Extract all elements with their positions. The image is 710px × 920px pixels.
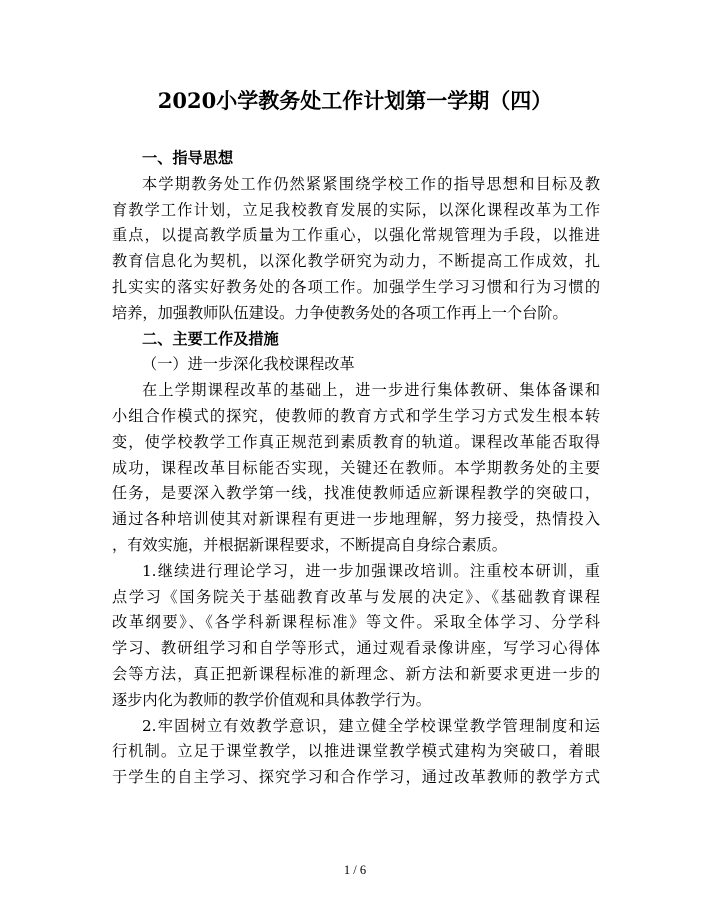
paragraph-line: 1.继续进行理论学习，进一步加强课改培训。注重校本研训，重 — [142, 561, 600, 580]
subsection-heading: （一）进一步深化我校课程改革 — [142, 355, 355, 374]
paragraph-line: 扎实实的落实好教务处的各项工作。加强学生学习习惯和行为习惯的 — [112, 277, 600, 296]
paragraph-line: 重点，以提高教学质量为工作重心，以强化常规管理为手段，以推进 — [112, 226, 600, 245]
paragraph-line: 在上学期课程改革的基础上，进一步进行集体教研、集体备课和 — [142, 381, 600, 400]
paragraph-line: 行机制。立足于课堂教学，以推进课堂教学模式建构为突破口，着眼 — [112, 742, 600, 761]
paragraph-line: 改革纲要》、《各学科新课程标准》等文件。采取全体学习、分学科 — [112, 613, 600, 632]
document-body — [112, 146, 600, 791]
section-heading: 二、主要工作及措施 — [142, 329, 279, 348]
paragraph-line: 小组合作模式的探究，使教师的教育方式和学生学习方式发生根本转 — [112, 406, 600, 425]
paragraph-line: 变，使学校教学工作真正规范到素质教育的轨道。课程改革能否取得 — [112, 432, 600, 451]
paragraph-line: ，有效实施，并根据新课程要求，不断提高自身综合素质。 — [112, 535, 507, 554]
paragraph-line: 任务，是要深入教学第一线，找准使教师适应新课程教学的突破口， — [112, 484, 600, 503]
paragraph-line: 点学习《国务院关于基础教育改革与发展的决定》、《基础教育课程 — [112, 587, 600, 606]
paragraph-line: 通过各种培训使其对新课程有更进一步地理解，努力接受，热情投入 — [112, 510, 600, 529]
paragraph-line: 成功，课程改革目标能否实现，关键还在教师。本学期教务处的主要 — [112, 458, 600, 477]
paragraph-line: 学习、教研组学习和自学等形式，通过观看录像讲座，写学习心得体 — [112, 639, 600, 658]
paragraph-line: 教育信息化为契机，以深化教学研究为动力，不断提高工作成效，扎 — [112, 252, 600, 271]
paragraph-line: 育教学工作计划，立足我校教育发展的实际，以深化课程改革为工作 — [112, 200, 600, 219]
paragraph-line: 会等方法，真正把新课程标准的新理念、新方法和新要求更进一步的 — [112, 664, 600, 683]
paragraph-line: 2.牢固树立有效教学意识，建立健全学校课堂教学管理制度和运 — [142, 716, 600, 735]
page-indicator: 1 / 6 — [343, 863, 367, 877]
paragraph-line: 本学期教务处工作仍然紧紧围绕学校工作的指导思想和目标及教 — [142, 174, 600, 193]
paragraph-line: 逐步内化为教师的教学价值观和具体教学行为。 — [112, 690, 431, 709]
paragraph-line: 于学生的自主学习、探究学习和合作学习，通过改革教师的教学方式 — [112, 768, 600, 787]
document-title: 2020小学教务处工作计划第一学期（四） — [157, 88, 553, 113]
paragraph-line: 培养，加强教师队伍建设。力争使教务处的各项工作再上一个台阶。 — [112, 303, 568, 322]
section-heading: 一、指导思想 — [142, 149, 234, 167]
